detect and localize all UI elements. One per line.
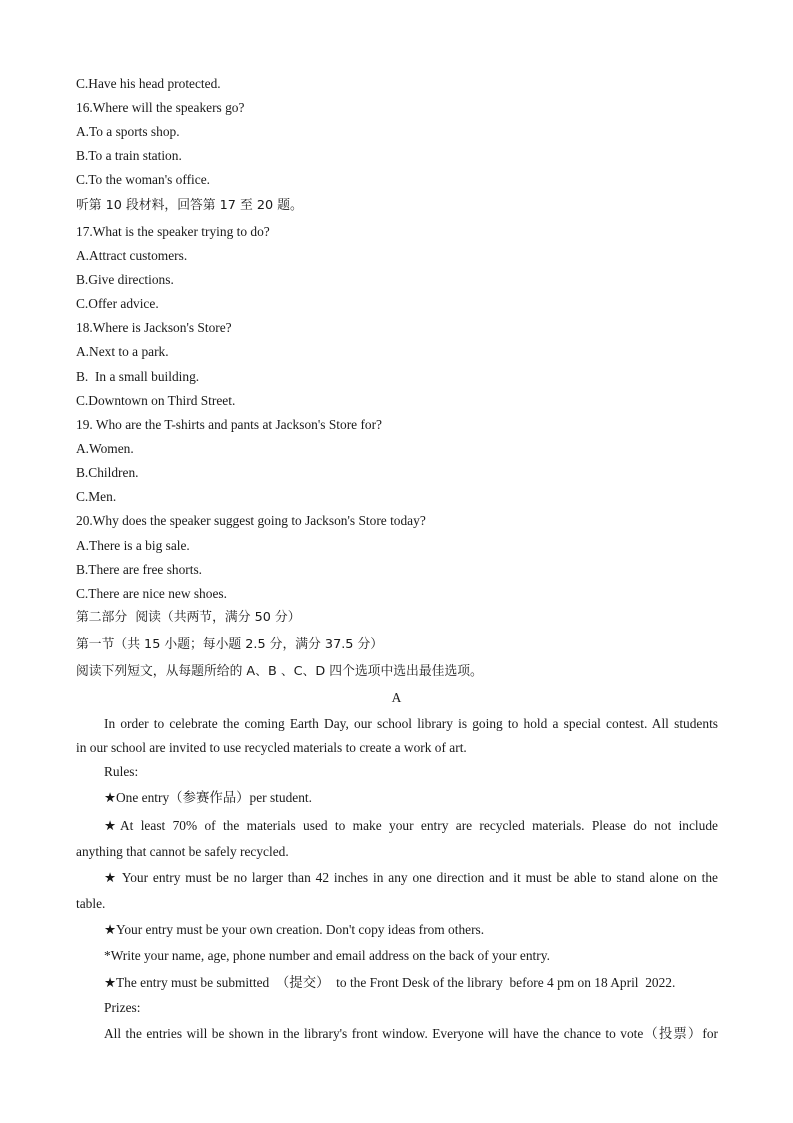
question-19: 19. Who are the T-shirts and pants at Jackson's Store for? <box>76 417 382 432</box>
option-20a: A.There is a big sale. <box>76 538 190 553</box>
option-20c: C.There are nice new shoes. <box>76 586 227 601</box>
passage-line-1: In order to celebrate the coming Earth Day, our school library is going to hold a special contest. All students <box>104 716 718 731</box>
prizes-label: Prizes: <box>104 1000 141 1015</box>
rule-6: ★The entry must be submitted （提交） to the Front Desk of the library before 4 pm on 18 April 2022. <box>104 975 676 990</box>
option-16a: A.To a sports shop. <box>76 124 180 139</box>
option-15c: C.Have his head protected. <box>76 76 221 91</box>
rule-4: ★Your entry must be your own creation. Don't copy ideas from others. <box>104 922 485 937</box>
rule-2-line-2: anything that cannot be safely recycled. <box>76 844 289 859</box>
question-18: 18.Where is Jackson's Store? <box>76 320 232 335</box>
option-17c: C.Offer advice. <box>76 296 159 311</box>
prizes-line-1: All the entries will be shown in the library's front window. Everyone will have the chance to vote（投票）for <box>104 1026 718 1041</box>
question-20: 20.Why does the speaker suggest going to Jackson's Store today? <box>76 513 426 528</box>
option-18c: C.Downtown on Third Street. <box>76 393 236 408</box>
option-16b: B.To a train station. <box>76 148 182 163</box>
passage-label: A <box>391 690 402 705</box>
option-19a: A.Women. <box>76 441 134 456</box>
passage-line-2: in our school are invited to use recycled materials to create a work of art. <box>76 740 467 755</box>
option-17b: B.Give directions. <box>76 272 174 287</box>
section-one-heading: 第一节（共 15 小题；每小题 2.5 分，满分 37.5 分） <box>76 637 384 652</box>
question-17: 17.What is the speaker trying to do? <box>76 224 270 239</box>
rule-2-line-1: ★At least 70% of the materials used to make your entry are recycled materials. Please do not include <box>104 818 718 833</box>
option-19c: C.Men. <box>76 489 117 504</box>
option-18a: A.Next to a park. <box>76 344 169 359</box>
question-16: 16.Where will the speakers go? <box>76 100 245 115</box>
rule-3-line-2: table. <box>76 896 106 911</box>
option-18b: B. In a small building. <box>76 369 200 384</box>
rule-5: *Write your name, age, phone number and email address on the back of your entry. <box>104 948 550 963</box>
option-17a: A.Attract customers. <box>76 248 188 263</box>
rule-3-line-1: ★ Your entry must be no larger than 42 inches in any one direction and it must be able to stand alone on the <box>104 870 718 885</box>
option-20b: B.There are free shorts. <box>76 562 203 577</box>
option-16c: C.To the woman's office. <box>76 172 210 187</box>
part-two-heading: 第二部分 阅读（共两节，满分 50 分） <box>76 610 301 625</box>
rules-label: Rules: <box>104 764 139 779</box>
reading-instruction: 阅读下列短文，从每题所给的 A、B 、C、D 四个选项中选出最佳选项。 <box>76 664 483 679</box>
option-19b: B.Children. <box>76 465 139 480</box>
section-instruction-10: 听第 10 段材料，回答第 17 至 20 题。 <box>76 198 303 213</box>
rule-1: ★One entry（参赛作品）per student. <box>104 790 312 805</box>
